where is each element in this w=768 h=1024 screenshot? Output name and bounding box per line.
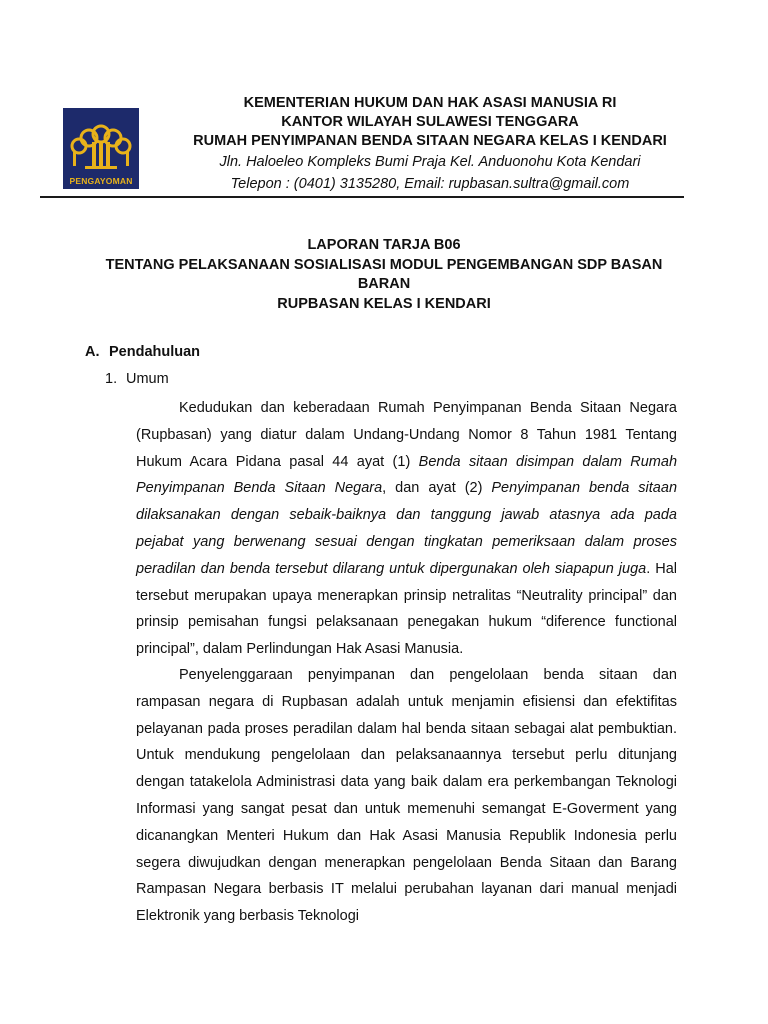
paragraph-1-quote-2: Penyimpanan benda sitaan dilaksanakan dengan sebaik-baiknya dan tanggung jawab atasnya ada pada pejabat yang berwenang sesuai dengan tingkatan pemeriksaan dalam proses peradilan dan benda tersebut dilarang untuk dipergunakan oleh siapapun juga [136, 480, 678, 577]
section-title: Pendahuluan [109, 344, 201, 360]
paragraph-1 [136, 395, 677, 663]
paragraph-1-text-c: . Hal tersebut merupakan upaya menerapkan prinsip netralitas “Neutrality principal” dan prinsip pemisahan fungsi pelaksanaan penegakan hukum “diference functional principal”, dalam Perlindungan Hak Asasi Manusia. [136, 560, 677, 658]
ministry-name: KEMENTERIAN HUKUM DAN HAK ASASI MANUSIA RI [243, 95, 617, 111]
paragraph-1-text-a: Kedudukan dan keberadaan Rumah Penyimpanan Benda Sitaan Negara (Rupbasan) yang diatur dalam Undang-Undang Nomor 8 Tahun 1981 Tentang Hukum Acara Pidana pasal 44 ayat (1) [136, 400, 677, 470]
letterhead-divider [40, 196, 684, 198]
section-a-heading [85, 344, 200, 360]
section-number: A. [85, 344, 100, 360]
institution-name: RUMAH PENYIMPANAN BENDA SITAAN NEGARA KELAS I KENDARI [193, 133, 667, 149]
title-line-4: RUPBASAN KELAS I KENDARI [277, 295, 491, 312]
subsection-1-heading [105, 371, 169, 387]
paragraph-1-text-b: , dan ayat (2) [382, 480, 492, 497]
title-line-3: BARAN [357, 276, 411, 292]
address-line: Jln. Haloeleo Kompleks Bumi Praja Kel. Anduonohu Kota Kendari [219, 154, 641, 170]
paragraph-2: Penyelenggaraan penyimpanan dan pengelolaan benda sitaan dan rampasan negara di Rupbasan adalah untuk menjamin efisiensi dan efektifitas pelayanan pada proses peradilan dalam hal benda sitaan sebagai alat pembuktian. Untuk mendukung pengelolaan dan pelaksanaannya tersebut perlu ditunjang dengan tatakelola Administrasi data yang baik dalam era perkembangan Teknologi Informasi yang sangat pesat dan untuk memenuhi semangat E-Goverment yang dicanangkan Menteri Hukum dan Hak Asasi Manusia Republik Indonesia perlu segera diwujudkan dengan menerapkan pengelolaan Benda Sitaan dan Barang Rampasan Negara berbasis IT melalui perubahan layanan dari manual menjadi Elektronik yang berbasis Teknologi [136, 667, 677, 925]
pengayoman-logo [63, 108, 139, 189]
letterhead [150, 94, 710, 195]
subsection-number: 1. [105, 371, 118, 387]
pengayoman-tree-icon [63, 108, 139, 178]
regional-office-name: KANTOR WILAYAH SULAWESI TENGGARA [281, 114, 579, 130]
subsection-title: Umum [126, 371, 169, 387]
report-title [80, 236, 688, 314]
title-line-1: LAPORAN TARJA B06 [307, 237, 461, 253]
contact-line: Telepon : (0401) 3135280, Email: rupbasan.sultra@gmail.com [230, 176, 630, 192]
title-line-2: TENTANG PELAKSANAAN SOSIALISASI MODUL PENGEMBANGAN SDP BASAN [105, 256, 663, 273]
logo-text: PENGAYOMAN [69, 176, 133, 186]
paragraph-1-quote-1: Benda sitaan disimpan dalam Rumah Penyimpanan Benda Sitaan Negara [136, 453, 678, 497]
